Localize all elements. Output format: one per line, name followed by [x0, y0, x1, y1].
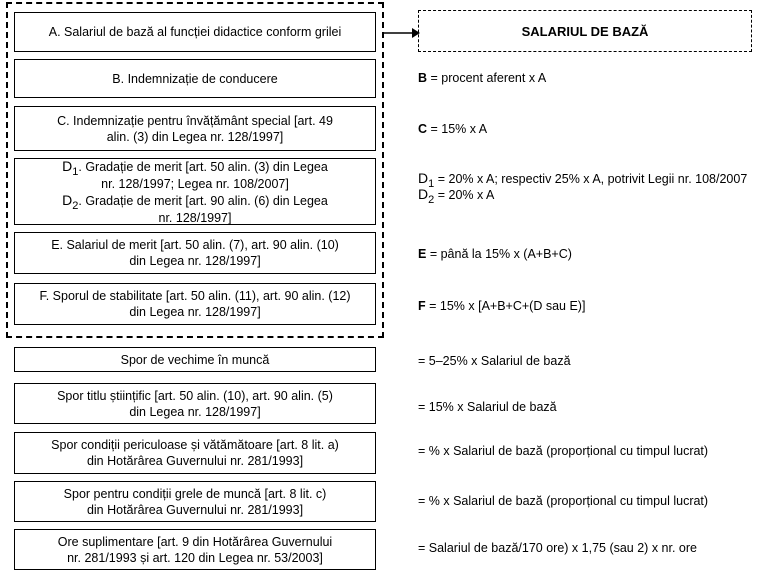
component-a-label: A. Salariul de bază al funcției didactice conform grilei — [48, 25, 342, 39]
component-b-label: B. Indemnizație de conducere — [112, 71, 278, 86]
rule-d2: $D_2 = 20\%$ x A — [418, 186, 495, 206]
extra-hazardous-line1: Spor condiții periculoase și vătămătoare [art. 8 lit. a) — [51, 438, 339, 452]
component-d1-label-line2: nr. 128/1997; Legea nr. 108/2007] — [101, 176, 289, 191]
rule-overtime: = Salariul de bază/170 ore) x 1,75 (sau 2) x nr. ore — [418, 541, 697, 555]
extra-hard-conditions-line1: Spor pentru condiții grele de muncă [art. 8 lit. c) — [63, 486, 327, 501]
extra-seniority-label: Spor de vechime în muncă — [120, 352, 270, 367]
extra-overtime-box — [14, 529, 376, 570]
extra-hazardous-line2: din Hotărârea Guvernului nr. 281/1993] — [86, 454, 304, 468]
component-d-box — [14, 158, 376, 225]
component-d1-label-line1: $D_1$. Gradație de merit [art. 50 alin. (3) din Legea — [62, 157, 328, 178]
rule-d1: $D_1 = 20\%$ x A; respectiv 25% x A, potrivit Legii nr. 108/2007 — [418, 170, 748, 190]
arrow-to-base-salary — [382, 26, 420, 40]
component-d2-label-line2: nr. 128/1997] — [158, 210, 232, 225]
extra-overtime-line2: nr. 281/1993 și art. 120 din Legea nr. 53/2003] — [67, 550, 323, 565]
component-f-box — [14, 283, 376, 325]
extra-scientific-title-line1: Spor titlu științific [art. 50 alin. (10), art. 90 alin. (5) — [57, 388, 333, 403]
base-salary-box — [418, 10, 752, 52]
component-c-label-line2: alin. (3) din Legea nr. 128/1997] — [106, 129, 284, 144]
extra-overtime-line1: Ore suplimentare [art. 9 din Hotărârea Guvernului — [57, 534, 333, 549]
extra-hard-conditions-box — [14, 481, 376, 522]
component-e-label-line2: din Legea nr. 128/1997] — [129, 254, 261, 268]
extra-hazardous-box — [14, 432, 376, 474]
rule-f: F = 15% x [A+B+C+(D sau E)] — [418, 299, 586, 313]
base-salary-title: SALARIUL DE BAZĂ — [521, 23, 649, 39]
rule-hazardous: = % x Salariul de bază (proporțional cu timpul lucrat) — [418, 444, 709, 458]
component-b-box — [14, 59, 376, 98]
component-e-box — [14, 232, 376, 274]
rule-hard-conditions: = % x Salariul de bază (proporțional cu timpul lucrat) — [418, 494, 709, 508]
extra-scientific-title-line2: din Legea nr. 128/1997] — [129, 404, 261, 419]
component-e-label-line1: E. Salariul de merit [art. 50 alin. (7), art. 90 alin. (10) — [51, 238, 339, 252]
component-c-box — [14, 106, 376, 151]
extra-hard-conditions-line2: din Hotărârea Guvernului nr. 281/1993] — [86, 502, 304, 517]
rule-c: C = 15% x A — [418, 122, 488, 136]
component-d2-label-line1: $D_2$. Gradație de merit [art. 90 alin. (6) din Legea — [62, 191, 328, 212]
extra-seniority-box — [14, 347, 376, 372]
component-c-label-line1: C. Indemnizație pentru învățământ special [art. 49 — [57, 113, 333, 128]
component-a-box — [14, 12, 376, 52]
rule-b: B = procent aferent x A — [418, 71, 547, 85]
extra-scientific-title-box — [14, 383, 376, 424]
rule-seniority: = 5–25% x Salariul de bază — [418, 354, 571, 368]
component-f-label-line1: F. Sporul de stabilitate [art. 50 alin. (11), art. 90 alin. (12) — [39, 289, 351, 303]
rule-scientific-title: = 15% x Salariul de bază — [418, 400, 557, 414]
component-f-label-line2: din Legea nr. 128/1997] — [129, 305, 261, 319]
rule-e: E = până la 15% x (A+B+C) — [418, 247, 572, 261]
